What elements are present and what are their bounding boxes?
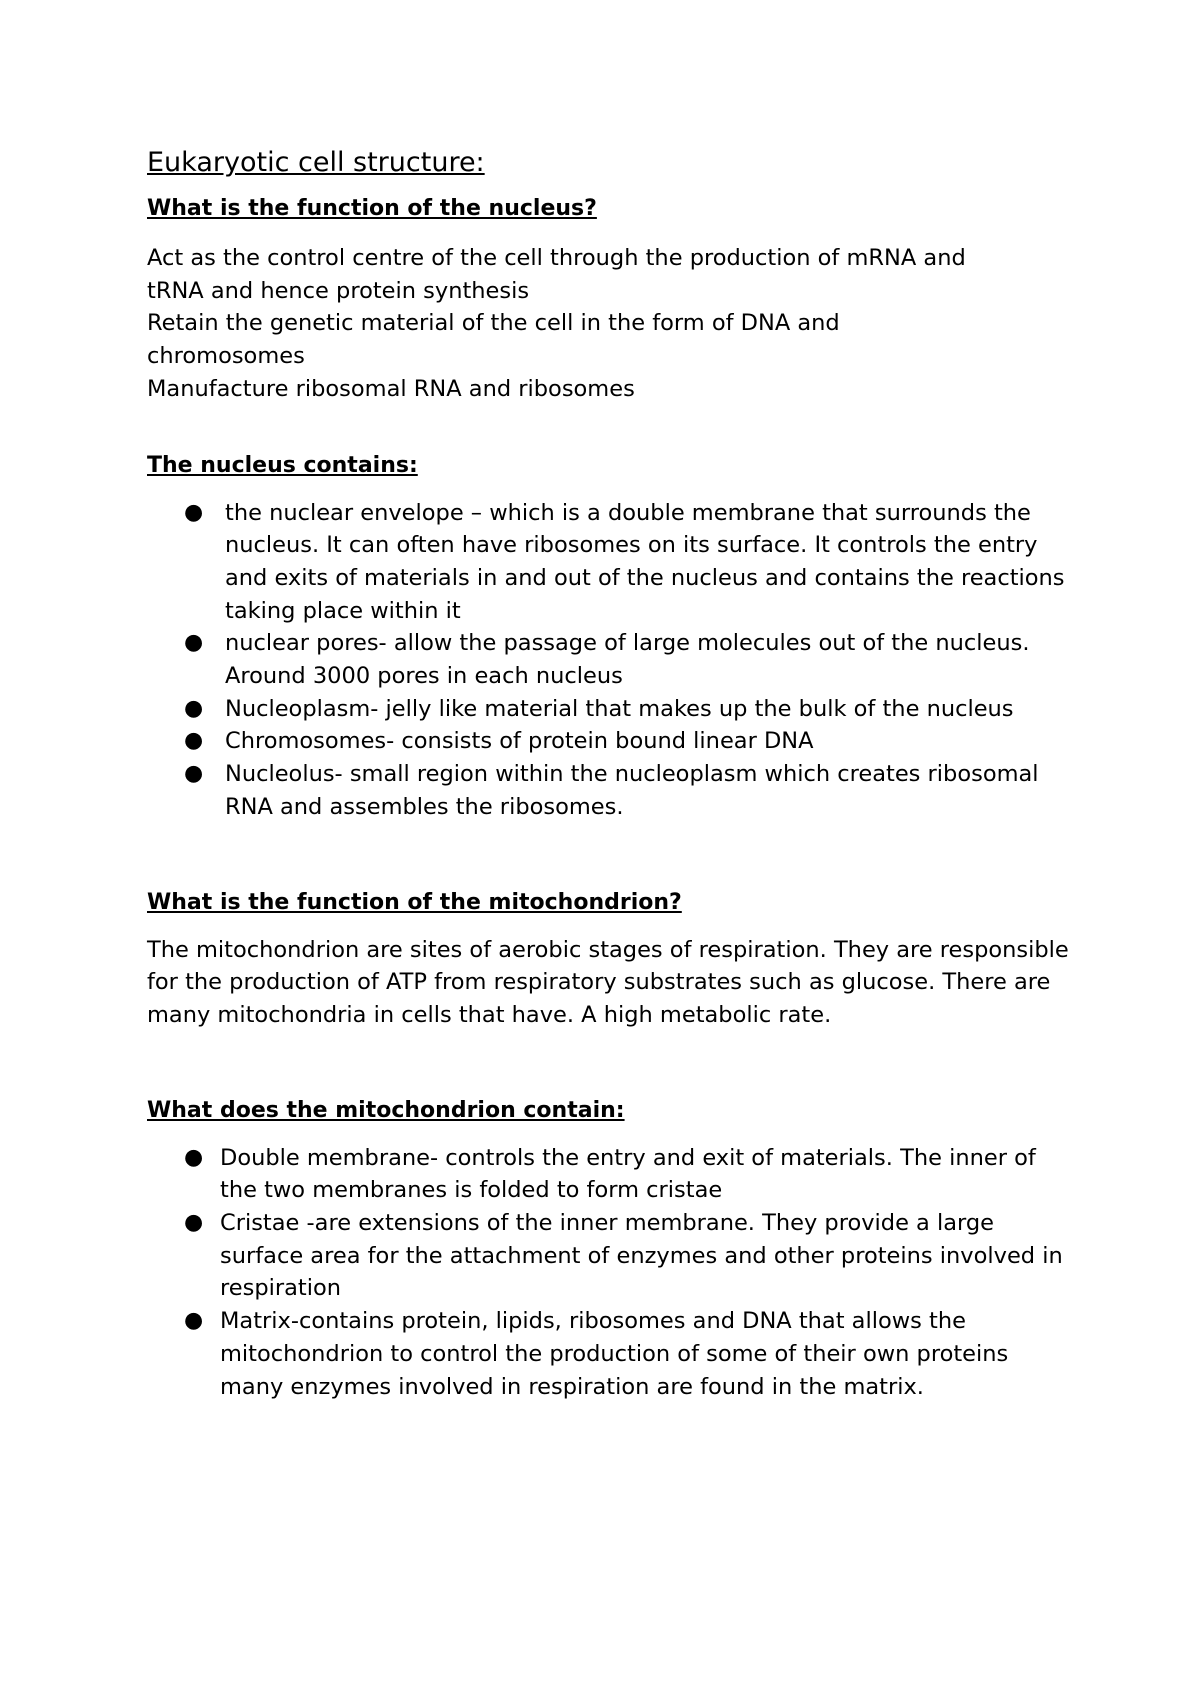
bullet-icon: ● bbox=[184, 1144, 204, 1170]
list-item-text: Nucleoplasm- jelly like material that makes up the bulk of the nucleus bbox=[225, 695, 1014, 722]
nucleus-function-heading: What is the function of the nucleus? bbox=[147, 196, 597, 221]
bullet-icon: ● bbox=[184, 1210, 204, 1236]
mito-function-text: The mitochondrion are sites of aerobic stages of respiration. They are responsible for the production of ATP from respiratory substrates such as glucose. There are many mitochondria in cells that have. A high metabolic rate. bbox=[147, 936, 1069, 1028]
list-item bbox=[147, 1305, 1077, 1403]
bullet-icon: ● bbox=[184, 499, 204, 525]
list-item bbox=[147, 1207, 1077, 1305]
document-page bbox=[147, 146, 1077, 1403]
nucleus-function-text bbox=[147, 242, 1077, 406]
list-item-text: Cristae -are extensions of the inner membrane. They provide a large surface area for the attachment of enzymes and other proteins involved in respiration bbox=[220, 1210, 1063, 1302]
list-item bbox=[147, 1142, 1077, 1207]
list-item-text: nuclear pores- allow the passage of large molecules out of the nucleus. Around 3000 pores in each nucleus bbox=[225, 630, 1030, 690]
list-item bbox=[147, 693, 1077, 726]
bullet-icon: ● bbox=[184, 695, 204, 721]
list-item bbox=[147, 758, 1077, 823]
mito-contains-list bbox=[147, 1142, 1077, 1404]
nucleus-contains-list bbox=[147, 497, 1077, 824]
list-item-text: the nuclear envelope – which is a double membrane that surrounds the nucleus. It can often have ribosomes on its surface. It controls the entry and exits of materials in and out of the nucleus and contains the reactions taking place within it bbox=[225, 499, 1065, 624]
list-item-text: Double membrane- controls the entry and exit of materials. The inner of the two membranes is folded to form cristae bbox=[220, 1144, 1036, 1204]
bullet-icon: ● bbox=[184, 728, 204, 754]
nucleus-contains-heading: The nucleus contains: bbox=[147, 452, 418, 478]
list-item bbox=[147, 627, 1077, 692]
mito-contains-heading: What does the mitochondrion contain: bbox=[147, 1097, 625, 1123]
mito-function-heading: What is the function of the mitochondrion? bbox=[147, 889, 682, 915]
list-item bbox=[147, 725, 1077, 758]
list-item-text: Nucleolus- small region within the nucleoplasm which creates ribosomal RNA and assembles the ribosomes. bbox=[225, 761, 1039, 820]
bullet-icon: ● bbox=[184, 761, 204, 787]
list-item-text: Chromosomes- consists of protein bound linear DNA bbox=[225, 728, 814, 755]
list-item-text: Matrix-contains protein, lipids, ribosomes and DNA that allows the mitochondrion to control the production of some of their own proteins many enzymes involved in respiration are found in the matrix. bbox=[220, 1308, 1009, 1400]
text-line: tRNA and hence protein synthesis bbox=[147, 277, 530, 304]
text-line: chromosomes bbox=[147, 343, 305, 370]
text-line: Manufacture ribosomal RNA and ribosomes bbox=[147, 375, 635, 402]
text-line: Retain the genetic material of the cell in the form of DNA and bbox=[147, 310, 840, 337]
document-title: Eukaryotic cell structure: bbox=[147, 147, 485, 178]
bullet-icon: ● bbox=[184, 1308, 204, 1334]
list-item bbox=[147, 497, 1077, 628]
text-line: Act as the control centre of the cell through the production of mRNA and bbox=[147, 245, 966, 271]
bullet-icon: ● bbox=[184, 630, 204, 656]
